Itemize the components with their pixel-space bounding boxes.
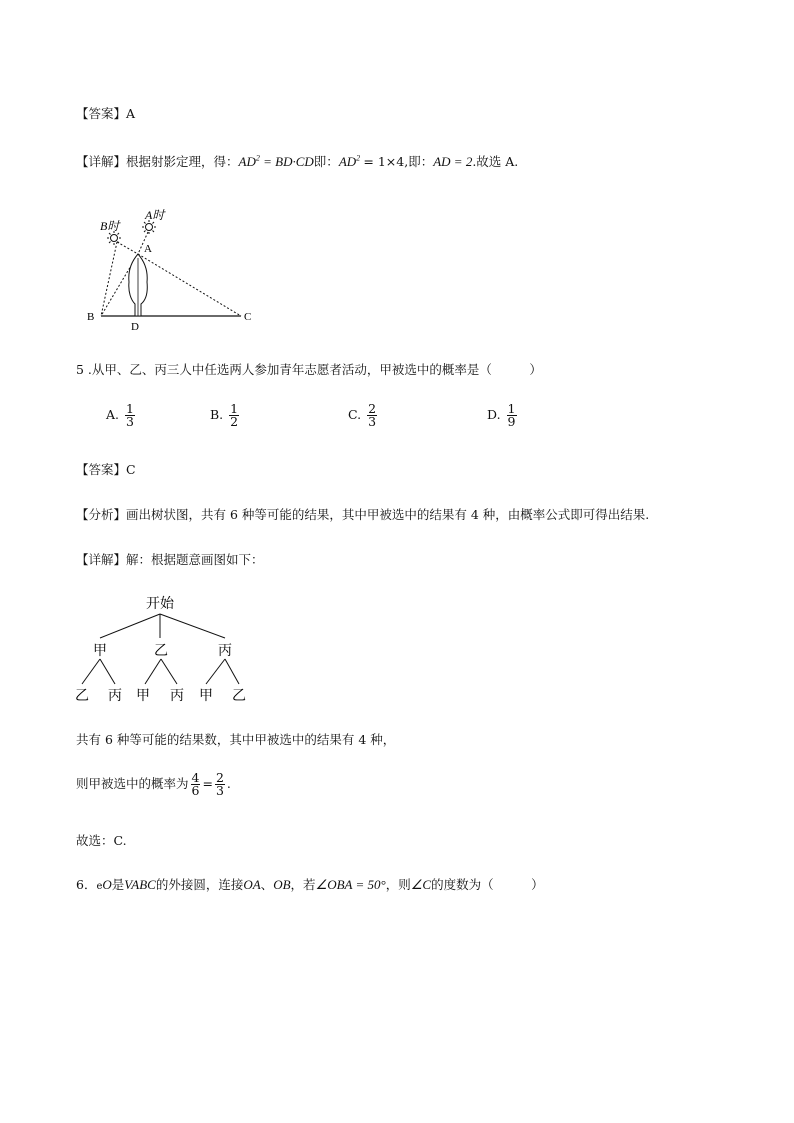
probability-tree xyxy=(60,592,280,707)
tree-l2: 甲 xyxy=(199,688,213,704)
detail-label: 【详解】 xyxy=(76,154,127,169)
point-b-label: B xyxy=(87,311,95,323)
ad-squared-2: $AD^2$ xyxy=(338,153,361,169)
q5-analysis: 【分析】画出树状图，共有 6 种等可能的结果，其中甲被选中的结果有 4 种，由概率公式即可得出结果. xyxy=(76,507,650,522)
tree-root: 开始 xyxy=(146,596,174,612)
tree-l2: 甲 xyxy=(136,688,150,704)
sun-a-icon xyxy=(142,220,156,234)
q5-stem: 5 .从甲、乙、丙三人中任选两人参加青年志愿者活动，甲被选中的概率是（ ） xyxy=(76,362,542,377)
angle-c: ∠C xyxy=(410,877,432,892)
prob-end: . xyxy=(226,776,231,791)
q6-sep: 、 xyxy=(260,877,274,892)
option-letter: C. xyxy=(348,407,362,422)
option-fraction: $\frac{1}{3}$ xyxy=(126,401,134,429)
q4-answer: 【答案】A xyxy=(76,106,136,121)
ray-c xyxy=(138,254,241,316)
tree-l2: 乙 xyxy=(232,688,246,704)
q5-option-b xyxy=(210,403,241,428)
option-letter: D. xyxy=(487,407,501,422)
q5-option-c xyxy=(348,403,379,428)
triangle-abc: VABC xyxy=(124,877,156,892)
circle-o: O xyxy=(102,877,112,892)
q6-is: 是 xyxy=(111,877,125,892)
q5-answer: 【答案】C xyxy=(76,462,136,477)
q6-number: 6． xyxy=(76,877,97,892)
q6-ze: ，则 xyxy=(385,877,411,892)
point-a-label: A xyxy=(144,243,152,255)
ad-squared: $AD^2$ = xyxy=(238,153,276,169)
tree-l1-bing: 丙 xyxy=(218,643,232,659)
q5-detail: 【详解】解：根据题意画图如下： xyxy=(76,552,264,567)
detail-eq3: AD = 2 xyxy=(433,154,473,169)
prob-fraction-1: $\frac{4}{6}$ xyxy=(191,770,200,798)
q6-stem xyxy=(76,877,544,895)
detail-mid: 即： xyxy=(313,154,339,169)
point-c-label: C xyxy=(244,311,252,323)
q6-ruo: ，若 xyxy=(290,877,316,892)
prob-eq: = xyxy=(202,776,213,791)
tree-l1-jia: 甲 xyxy=(93,643,107,659)
segment-oa: OA xyxy=(243,877,261,892)
tree-l1-yi: 乙 xyxy=(154,643,168,659)
tree-l2: 丙 xyxy=(170,688,184,704)
detail-eq1-rhs: BD·CD xyxy=(275,154,314,169)
option-letter: B. xyxy=(210,407,224,422)
prob-pre: 则甲被选中的概率为 xyxy=(76,776,189,791)
q6-end: 的度数为（ ） xyxy=(431,877,544,892)
detail-end: .故选 A. xyxy=(472,154,519,169)
prob-fraction-2: $\frac{2}{3}$ xyxy=(215,770,224,798)
q5-option-d xyxy=(487,403,519,428)
angle-oba: ∠OBA = 50° xyxy=(315,877,386,892)
tree-l2: 丙 xyxy=(108,688,122,704)
point-d-label: D xyxy=(131,321,139,333)
circle-symbol: e xyxy=(96,881,103,892)
q4-detail xyxy=(76,154,518,170)
tree-l2: 乙 xyxy=(75,688,89,704)
ray-b xyxy=(101,242,117,316)
ray-b-top xyxy=(117,242,138,254)
option-fraction: $\frac{1}{9}$ xyxy=(507,401,516,429)
option-fraction: $\frac{2}{3}$ xyxy=(368,401,377,429)
option-fraction: $\frac{1}{2}$ xyxy=(230,401,239,429)
sun-a-label: A时 xyxy=(145,208,165,222)
q5-choice: 故选：C. xyxy=(76,833,127,848)
option-letter: A. xyxy=(106,407,120,422)
sun-b-label: B时 xyxy=(100,219,120,233)
sun-b-icon xyxy=(107,231,121,245)
q6-mid: 的外接圆，连接 xyxy=(155,877,244,892)
q5-summary: 共有 6 种等可能的结果数，其中甲被选中的结果有 4 种， xyxy=(76,732,396,747)
detail-eq2-rhs: = 1×4 xyxy=(363,154,405,169)
segment-ob: OB xyxy=(273,877,291,892)
detail-mid2: ,即： xyxy=(404,154,434,169)
q5-probability xyxy=(76,772,231,797)
detail-pre: 根据射影定理，得： xyxy=(126,154,239,169)
q5-option-a xyxy=(106,403,137,428)
shadow-figure xyxy=(84,200,274,335)
